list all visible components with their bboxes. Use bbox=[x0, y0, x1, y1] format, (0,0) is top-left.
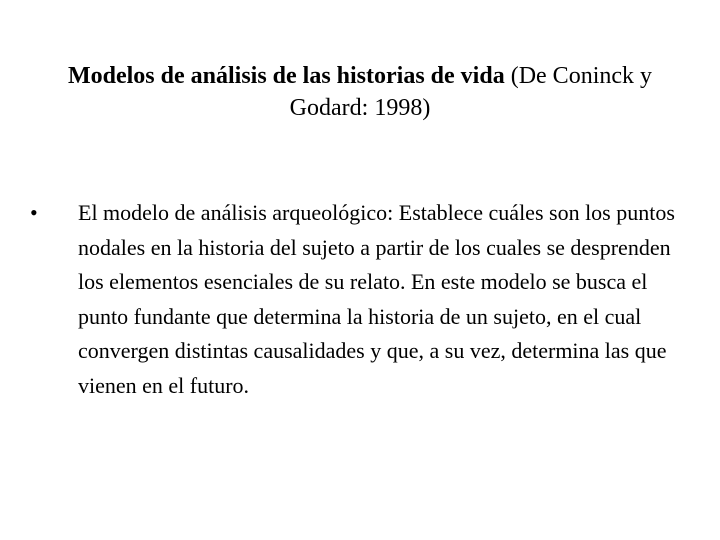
bullet-text: El modelo de análisis arqueológico: Establece cuáles son los puntos nodales en la historia del sujeto a partir de los cuales se desprenden los elementos esenciales de su relato. En este modelo se busca el punto fundante que determina la historia de un sujeto, en el cual convergen distintas causalidades y que, a su vez, determina las que vienen en el futuro. bbox=[78, 200, 675, 398]
bullet-item bbox=[30, 196, 690, 403]
bullet-list bbox=[30, 196, 690, 403]
title-citation-text: (De Coninck y Godard: 1998) bbox=[289, 63, 653, 121]
title-bold-text: Modelos de análisis de las historias de vida bbox=[67, 63, 505, 89]
bullet-marker: • bbox=[30, 200, 38, 225]
slide-title bbox=[60, 60, 660, 124]
